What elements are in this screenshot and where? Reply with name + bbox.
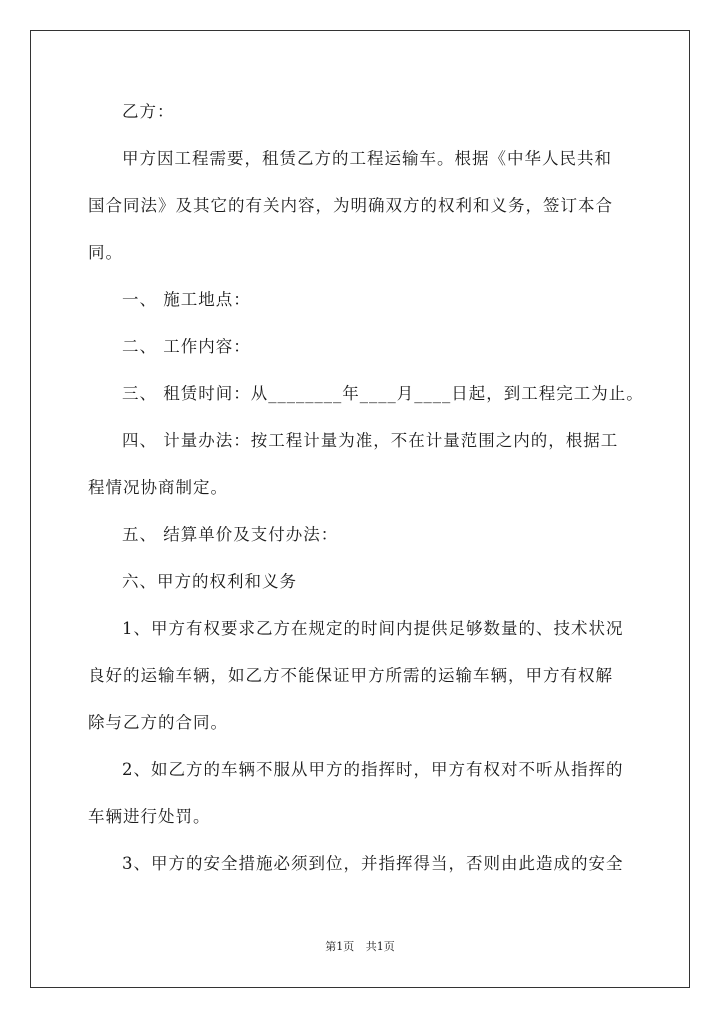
page-number: 第1页 xyxy=(325,940,355,953)
text-line: 程情况协商制定。 xyxy=(88,478,228,497)
text-line: 二、 工作内容： xyxy=(122,337,251,356)
text-line: 一、 施工地点： xyxy=(122,290,251,309)
text-line: 良好的运输车辆，如乙方不能保证甲方所需的运输车辆，甲方有权解 xyxy=(88,666,613,685)
text-line: 1、甲方有权要求乙方在规定的时间内提供足够数量的、技术状况 xyxy=(122,619,624,638)
page-total: 共1页 xyxy=(365,940,395,953)
text-line: 国合同法》及其它的有关内容，为明确双方的权利和义务，签订本合 xyxy=(88,196,613,215)
page-border xyxy=(30,30,690,988)
text-line: 同。 xyxy=(88,243,123,262)
text-line: 五、 结算单价及支付办法： xyxy=(122,525,339,544)
text-line: 四、 计量办法：按工程计量为准，不在计量范围之内的，根据工 xyxy=(122,431,619,450)
text-line: 除与乙方的合同。 xyxy=(88,713,228,732)
text-line: 三、 租赁时间：从________年____月____日起，到工程完工为止。 xyxy=(122,384,644,403)
text-line: 车辆进行处罚。 xyxy=(88,807,211,826)
text-line: 3、甲方的安全措施必须到位，并指挥得当，否则由此造成的安全 xyxy=(122,854,624,873)
text-line: 乙方： xyxy=(122,102,175,121)
text-line: 2、如乙方的车辆不服从甲方的指挥时，甲方有权对不听从指挥的 xyxy=(122,760,624,779)
text-line: 六、甲方的权利和义务 xyxy=(122,572,297,591)
text-line: 甲方因工程需要，租赁乙方的工程运输车。根据《中华人民共和 xyxy=(122,149,612,168)
page-footer xyxy=(0,940,720,954)
